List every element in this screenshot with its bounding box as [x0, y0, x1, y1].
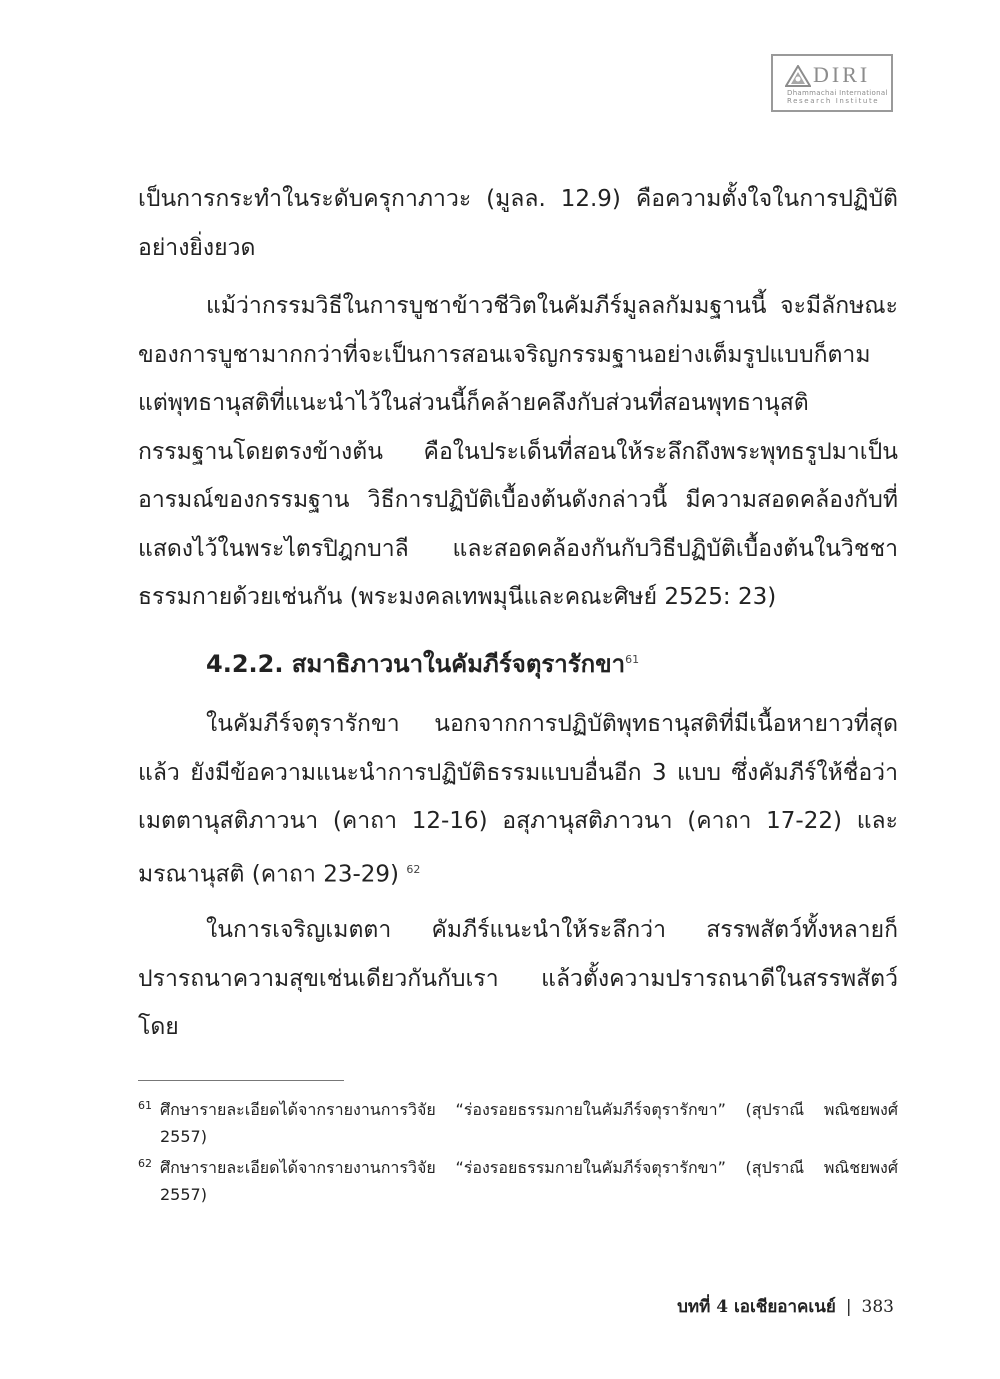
paragraph-3-text: ในคัมภีร์จตุรารักขา นอกจากการปฏิบัติพุทธานุสติที่มีเนื้อหายาวที่สุดแล้ว ยังมีข้อความแนะนำการปฏิบัติธรรมแบบอื่นอีก 3 แบบ ซึ่งคัมภีร์ให้ชื่อว่า เมตตานุสติภาวนา (คาถา 12-16) อสุภานุสติภาวนา (คาถา 17-22) และมรณานุสติ (คาถา 23-29) — [138, 711, 898, 888]
footnote-item — [138, 1096, 898, 1150]
footnote-number: 61 — [138, 1099, 152, 1112]
paragraph-1: เป็นการกระทำในระดับครุกาภาวะ (มูลล. 12.9) คือความตั้งใจในการปฏิบัติอย่างยิ่งยวด — [138, 186, 898, 261]
footnote-text: ศึกษารายละเอียดได้จากรายงานการวิจัย “ร่องรอยธรรมกายในคัมภีร์จตุรารักขา” (สุปราณี พณิชยพงศ์ 2557) — [160, 1158, 898, 1204]
footnote-divider — [138, 1080, 344, 1081]
triangle-logo-icon — [785, 65, 811, 87]
paragraph-2: แม้ว่ากรรมวิธีในการบูชาข้าวชีวิตในคัมภีร์มูลลกัมมฐานนี้ จะมีลักษณะของการบูชามากกว่าที่จะเป็นการสอนเจริญกรรมฐานอย่างเต็มรูปแบบก็ตาม แต่พุทธานุสติที่แนะนำไว้ในส่วนนี้ก็คล้ายคลึงกับส่วนที่สอนพุทธานุสติกรรมฐานโดยตรงข้างต้น คือในประเด็นที่สอนให้ระลึกถึงพระพุทธรูปมาเป็นอารมณ์ของกรรมฐาน วิธีการปฏิบัติเบื้องต้นดังกล่าวนี้ มีความสอดคล้องกับที่แสดงไว้ในพระไตรปิฎกบาลี และสอดคล้องกันกับวิธีปฏิบัติเบื้องต้นในวิชชาธรรมกายด้วยเช่นกัน (พระมงคลเทพมุนีและคณะศิษย์ 2525: 23) — [138, 293, 898, 610]
logo-subtitle-line2: Research Institute — [787, 97, 880, 105]
section-heading — [206, 640, 639, 684]
footnote-ref-62[interactable]: 62 — [406, 862, 421, 876]
diri-logo — [771, 54, 893, 112]
paragraph-4: ในการเจริญเมตตา คัมภีร์แนะนำให้ระลึกว่า สรรพสัตว์ทั้งหลายก็ปรารถนาความสุขเช่นเดียวกันกับเรา แล้วตั้งความปรารถนาดีในสรรพสัตว์โดย — [138, 917, 898, 1040]
footer-separator: | — [845, 1297, 852, 1317]
page-footer — [677, 1293, 894, 1320]
footnote-item — [138, 1154, 898, 1208]
logo-wordmark: DIRI — [813, 62, 871, 87]
footnote-number: 62 — [138, 1157, 152, 1170]
page-number: 383 — [861, 1297, 894, 1317]
paragraph-3 — [138, 700, 898, 899]
footnotes — [138, 1096, 898, 1212]
chapter-title: บทที่ 4 เอเชียอาคเนย์ — [677, 1297, 836, 1317]
footnote-ref-61[interactable]: 61 — [625, 653, 640, 666]
footnote-text: ศึกษารายละเอียดได้จากรายงานการวิจัย “ร่องรอยธรรมกายในคัมภีร์จตุรารักขา” (สุปราณี พณิชยพงศ์ 2557) — [160, 1100, 898, 1146]
section-heading-text: 4.2.2. สมาธิภาวนาในคัมภีร์จตุรารักขา — [206, 650, 626, 678]
logo-subtitle-line1: Dhammachai International — [787, 89, 888, 97]
